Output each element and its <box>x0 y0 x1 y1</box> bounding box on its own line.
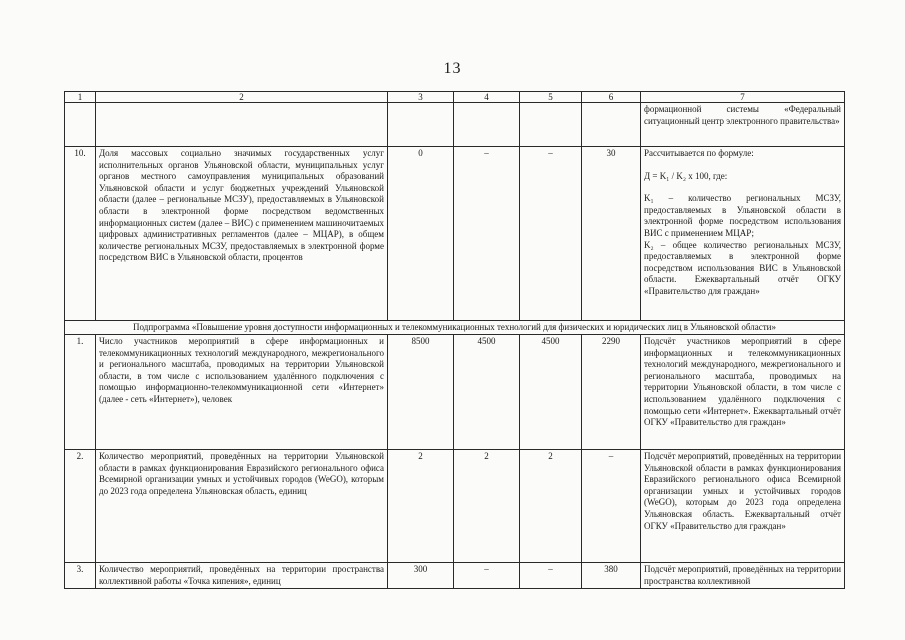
header-col-2: 2 <box>96 92 388 103</box>
header-col-5: 5 <box>520 92 582 103</box>
value-col-5: – <box>520 563 582 589</box>
row-number: 1. <box>65 335 96 450</box>
calculation-method <box>641 147 845 321</box>
header-col-6: 6 <box>582 92 641 103</box>
continuation-method: формационной системы «Федеральный ситуационный центр электронного правительства» <box>641 103 845 147</box>
formula-k1: K₁ – количество региональных МСЗУ, предоставляемых в Ульяновской области в электронной форме посредством использования ВИС с применением МЦАР; <box>644 193 841 238</box>
subprogram-title: Подпрограмма «Повышение уровня доступности информационных и телекоммуникационных технологий для физических и юридических лиц в Ульяновской области» <box>65 321 845 335</box>
value-col-5: 2 <box>520 450 582 563</box>
value-col-3: 8500 <box>388 335 454 450</box>
header-col-3: 3 <box>388 92 454 103</box>
value-col-3: 0 <box>388 147 454 321</box>
formula-intro: Рассчитывается по формуле: <box>644 148 754 158</box>
header-col-4: 4 <box>454 92 520 103</box>
value-col-6: 30 <box>582 147 641 321</box>
table-row <box>65 563 845 589</box>
value-col-4: – <box>454 563 520 589</box>
value-col-5: 4500 <box>520 335 582 450</box>
indicators-table <box>64 91 845 589</box>
indicator-description: Количество мероприятий, проведённых на территории Ульяновской области в рамках функционирования Евразийского регионального офиса Всемирной организации умных и устойчивых городов (WeGO), которым до 2023 года определена Ульяновская область, единиц <box>96 450 388 563</box>
table-row <box>65 450 845 563</box>
header-col-7: 7 <box>641 92 845 103</box>
row-number: 2. <box>65 450 96 563</box>
value-col-3: 300 <box>388 563 454 589</box>
value-col-3: 2 <box>388 450 454 563</box>
table-row <box>65 335 845 450</box>
indicator-description: Количество мероприятий, проведённых на территории пространства коллективной работы «Точка кипения», единиц <box>96 563 388 589</box>
calculation-method: Подсчёт мероприятий, проведённых на территории Ульяновской области в рамках функционирования Евразийского регионального офиса Всемирной организации умных и устойчивых городов (WeGO), которым до 2023 года определена Ульяновская область. Ежеквартальный отчёт ОГКУ «Правительство для граждан» <box>641 450 845 563</box>
formula: Д = K₁ / K₂ х 100, где: <box>644 170 728 181</box>
header-row <box>65 92 845 103</box>
value-col-4: – <box>454 147 520 321</box>
page-number: 13 <box>443 60 462 77</box>
row-number: 10. <box>65 147 96 321</box>
value-col-5: – <box>520 147 582 321</box>
header-col-1: 1 <box>65 92 96 103</box>
value-col-6: – <box>582 450 641 563</box>
formula-k2: K₂ – общее количество региональных МСЗУ, предоставляемых в электронной форме посредством использования ВИС в Ульяновской области. Ежеквартальный отчёт ОГКУ «Правительство для граждан» <box>644 239 841 296</box>
table-row <box>65 147 845 321</box>
indicator-description: Число участников мероприятий в сфере информационных и телекоммуникационных технологий международного, межрегионального и регионального масштаба, проводимых на территории Ульяновской области, в том числе с использованием удалённого подключения с помощью информационно-телекоммуникационной сети «Интернет» (далее - сеть «Интернет»), человек <box>96 335 388 450</box>
indicator-description: Доля массовых социально значимых государственных услуг исполнительных органов Ульяновской области, муниципальных услуг органов местного самоуправления муниципальных образований Ульяновской области и услуг бюджетных учреждений Ульяновской области (далее – региональные МСЗУ), предоставляемых в Ульяновской области в электронной форме посредством ведомственных информационных систем (далее – ВИС) с применением машиночитаемых цифровых административных регламентов (далее – МЦАР), в общем количестве региональных МСЗУ, предоставляемых в электронной форме посредством ВИС в Ульяновской области, процентов <box>96 147 388 321</box>
value-col-6: 2290 <box>582 335 641 450</box>
calculation-method: Подсчёт участников мероприятий в сфере информационных и телекоммуникационных технологий международного, межрегионального и регионального масштаба, проводимых на территории Ульяновской области, в том числе с использованием удалённого подключения с помощью сети «Интернет». Ежеквартальный отчёт ОГКУ «Правительство для граждан» <box>641 335 845 450</box>
subprogram-row <box>65 321 845 335</box>
value-col-4: 4500 <box>454 335 520 450</box>
calculation-method: Подсчёт мероприятий, проведённых на территории пространства коллективной <box>641 563 845 589</box>
continuation-row <box>65 103 845 147</box>
value-col-4: 2 <box>454 450 520 563</box>
row-number: 3. <box>65 563 96 589</box>
value-col-6: 380 <box>582 563 641 589</box>
